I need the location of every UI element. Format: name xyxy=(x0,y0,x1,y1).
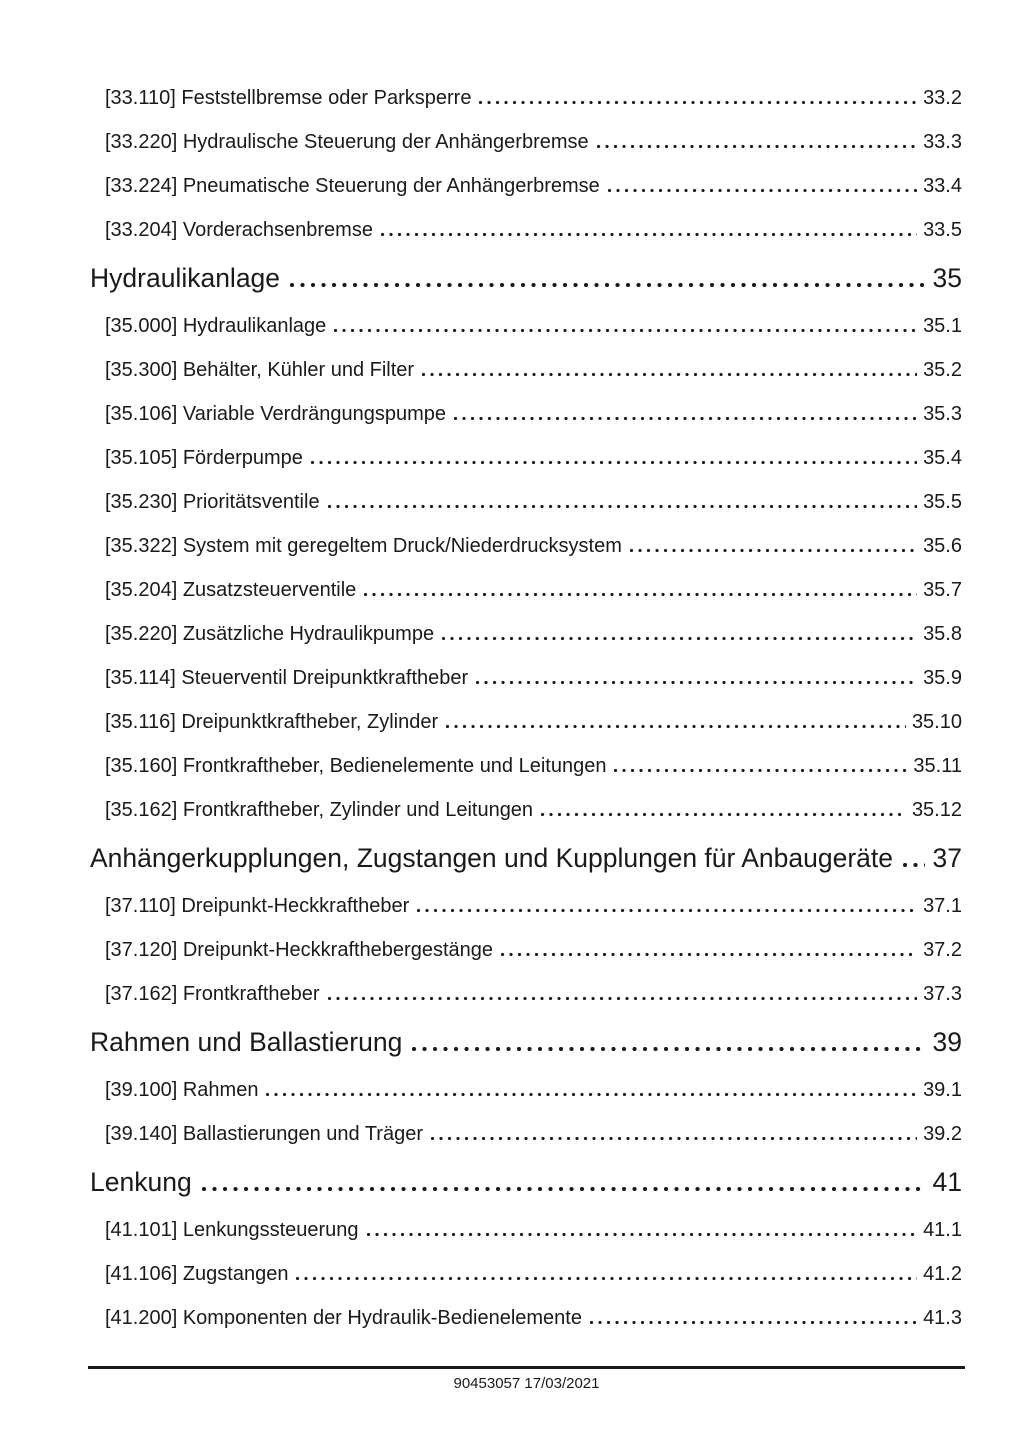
page-number: 35.10 xyxy=(911,711,962,733)
page-number: 33.4 xyxy=(923,175,962,197)
toc-section-row xyxy=(90,832,962,884)
dot-leader xyxy=(417,909,917,912)
page-number: 33.2 xyxy=(923,87,962,109)
toc-entry-row xyxy=(90,164,962,208)
dot-leader xyxy=(328,505,918,508)
page-number: 35 xyxy=(932,263,962,293)
page-number: 41 xyxy=(932,1167,962,1197)
toc-entry-label: [35.114] Steuerventil Dreipunktkraftheber xyxy=(105,667,469,689)
toc-section-title: Lenkung xyxy=(90,1167,192,1197)
toc-entry-row xyxy=(90,1068,962,1112)
toc-entry-label: [39.100] Rahmen xyxy=(105,1079,259,1101)
dot-leader xyxy=(266,1093,917,1096)
toc-entry-label: [39.140] Ballastierungen und Träger xyxy=(105,1123,423,1145)
dot-leader xyxy=(296,1277,917,1280)
toc-entry-row xyxy=(90,1252,962,1296)
toc-entry-label: [41.200] Komponenten der Hydraulik-Bedienelemente xyxy=(105,1307,582,1329)
page-number: 35.12 xyxy=(911,799,962,821)
toc-entry-row xyxy=(90,700,962,744)
toc-entry-row xyxy=(90,744,962,788)
dot-leader xyxy=(381,233,917,236)
dot-leader xyxy=(454,417,917,420)
toc-entry-label: [35.322] System mit geregeltem Druck/Niederdrucksystem xyxy=(105,535,622,557)
toc-entry-row xyxy=(90,480,962,524)
toc-entry-label: [35.300] Behälter, Kühler und Filter xyxy=(105,359,415,381)
toc-entry-row xyxy=(90,656,962,700)
dot-leader xyxy=(367,1233,918,1236)
toc-entry-row xyxy=(90,76,962,120)
page-number: 35.9 xyxy=(923,667,962,689)
toc-entry-label: [35.106] Variable Verdrängungspumpe xyxy=(105,403,446,425)
page-number: 33.3 xyxy=(923,131,962,153)
page-number: 37.2 xyxy=(923,939,962,961)
toc-entry-label: [33.224] Pneumatische Steuerung der Anhängerbremse xyxy=(105,175,600,197)
dot-leader xyxy=(608,189,917,192)
toc-entry-label: [35.204] Zusatzsteuerventile xyxy=(105,579,357,601)
toc-section-title: Hydraulikanlage xyxy=(90,263,281,293)
toc-section-row xyxy=(90,1156,962,1208)
toc-section-row xyxy=(90,252,962,304)
dot-leader xyxy=(479,101,917,104)
toc-section-title: Anhängerkupplungen, Zugstangen und Kupplungen für Anbaugeräte xyxy=(90,843,894,873)
toc-entry-row xyxy=(90,612,962,656)
dot-leader xyxy=(431,1137,917,1140)
toc-entry-row xyxy=(90,972,962,1016)
page-number: 39 xyxy=(932,1027,962,1057)
page-number: 37 xyxy=(932,843,962,873)
page-number: 35.3 xyxy=(923,403,962,425)
page-number: 39.1 xyxy=(923,1079,962,1101)
toc-entry-label: [33.220] Hydraulische Steuerung der Anhängerbremse xyxy=(105,131,589,153)
toc-entry-label: [37.110] Dreipunkt-Heckkraftheber xyxy=(105,895,410,917)
dot-leader xyxy=(311,461,917,464)
toc-entry-label: [33.110] Feststellbremse oder Parksperre xyxy=(105,87,472,109)
dot-leader xyxy=(442,637,917,640)
toc-entry-row xyxy=(90,120,962,164)
page-number: 35.8 xyxy=(923,623,962,645)
toc-entry-row xyxy=(90,524,962,568)
toc-section-row xyxy=(90,1016,962,1068)
dot-leader xyxy=(290,283,924,287)
toc-entry-row xyxy=(90,304,962,348)
page-number: 35.5 xyxy=(923,491,962,513)
toc-entry-row xyxy=(90,1296,962,1340)
dot-leader xyxy=(501,953,917,956)
toc-entry-label: [37.120] Dreipunkt-Heckkrafthebergestänge xyxy=(105,939,494,961)
dot-leader xyxy=(614,769,907,772)
footer-doc-number-and-date: 90453057 17/03/2021 xyxy=(453,1375,600,1392)
dot-leader xyxy=(364,593,917,596)
dot-leader xyxy=(476,681,917,684)
dot-leader xyxy=(422,373,917,376)
page-footer xyxy=(88,1366,965,1392)
dot-leader xyxy=(541,813,906,816)
toc-entry-row xyxy=(90,436,962,480)
toc-entry-row xyxy=(90,208,962,252)
dot-leader xyxy=(202,1187,925,1191)
dot-leader xyxy=(630,549,917,552)
page-number: 39.2 xyxy=(923,1123,962,1145)
page-number: 37.1 xyxy=(923,895,962,917)
dot-leader xyxy=(597,145,917,148)
dot-leader xyxy=(446,725,906,728)
dot-leader xyxy=(412,1047,924,1051)
toc-entry-row xyxy=(90,1112,962,1156)
page-number: 35.7 xyxy=(923,579,962,601)
toc-entry-row xyxy=(90,392,962,436)
toc-entry-label: [35.105] Förderpumpe xyxy=(105,447,303,469)
toc-entry-row xyxy=(90,1208,962,1252)
toc-section-title: Rahmen und Ballastierung xyxy=(90,1027,403,1057)
toc-entry-label: [35.116] Dreipunktkraftheber, Zylinder xyxy=(105,711,439,733)
page-number: 41.1 xyxy=(923,1219,962,1241)
toc-entry-label: [41.106] Zugstangen xyxy=(105,1263,289,1285)
dot-leader xyxy=(328,997,917,1000)
toc-entry-label: [37.162] Frontkraftheber xyxy=(105,983,320,1005)
page-number: 33.5 xyxy=(923,219,962,241)
dot-leader xyxy=(903,863,924,867)
toc-entry-label: [35.220] Zusätzliche Hydraulikpumpe xyxy=(105,623,435,645)
page-number: 35.11 xyxy=(913,755,962,777)
toc-entry-label: [41.101] Lenkungssteuerung xyxy=(105,1219,359,1241)
toc-entry-label: [35.230] Prioritätsventile xyxy=(105,491,320,513)
toc-entry-label: [35.000] Hydraulikanlage xyxy=(105,315,327,337)
dot-leader xyxy=(334,329,917,332)
toc-entry-row xyxy=(90,568,962,612)
page-number: 35.2 xyxy=(923,359,962,381)
page-number: 35.4 xyxy=(923,447,962,469)
toc-entry-row xyxy=(90,928,962,972)
page-number: 41.3 xyxy=(923,1307,962,1329)
toc-entry-row xyxy=(90,884,962,928)
toc-entry-row xyxy=(90,348,962,392)
page-number: 35.1 xyxy=(923,315,962,337)
toc-entry-label: [33.204] Vorderachsenbremse xyxy=(105,219,373,241)
page-number: 41.2 xyxy=(923,1263,962,1285)
page-number: 35.6 xyxy=(923,535,962,557)
toc-entry-label: [35.162] Frontkraftheber, Zylinder und Leitungen xyxy=(105,799,534,821)
toc-entry-row xyxy=(90,788,962,832)
page-number: 37.3 xyxy=(923,983,962,1005)
table-of-contents xyxy=(90,76,962,1340)
dot-leader xyxy=(590,1321,917,1324)
toc-entry-label: [35.160] Frontkraftheber, Bedienelemente und Leitungen xyxy=(105,755,607,777)
